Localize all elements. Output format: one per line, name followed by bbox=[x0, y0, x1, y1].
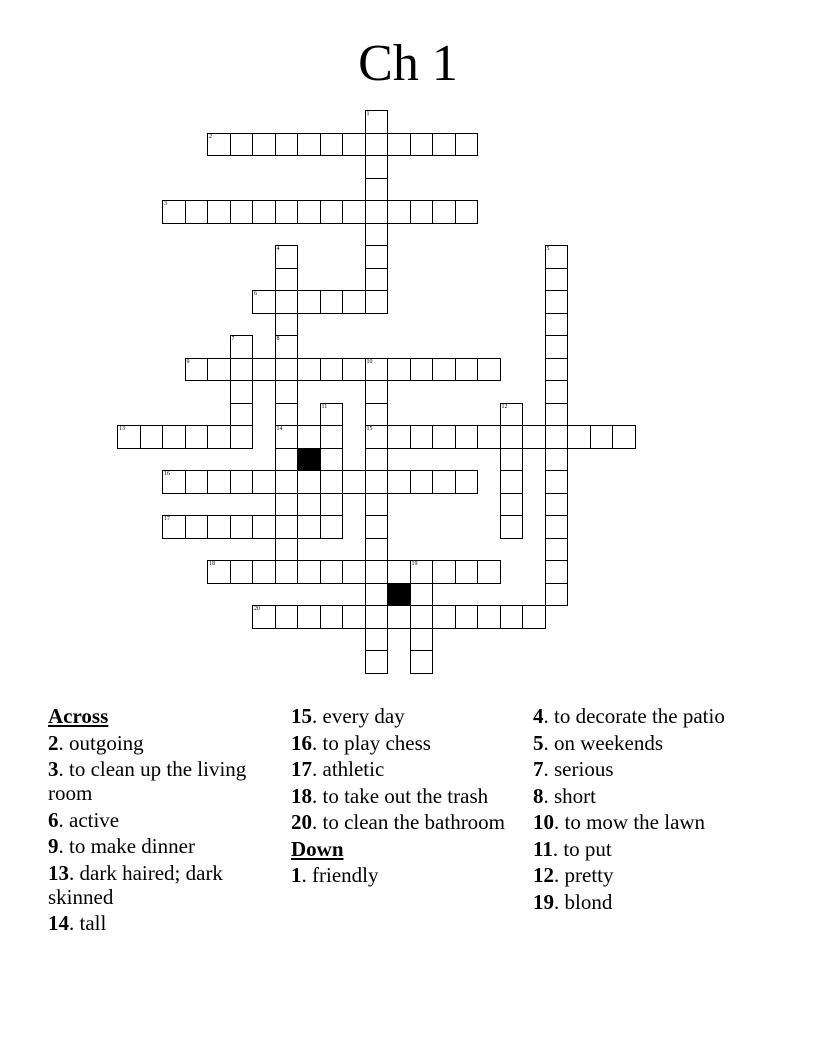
grid-cell[interactable] bbox=[275, 425, 299, 449]
grid-cell[interactable] bbox=[365, 605, 389, 629]
clues-column-1 bbox=[48, 704, 278, 938]
across-clue: 2. outgoing bbox=[48, 730, 144, 755]
grid-cell[interactable] bbox=[230, 200, 254, 224]
grid-cell[interactable] bbox=[545, 470, 569, 494]
clue-number: 17 bbox=[291, 757, 312, 781]
grid-cell[interactable] bbox=[320, 448, 344, 472]
clue-text: tall bbox=[79, 911, 107, 935]
black-cell bbox=[387, 583, 411, 607]
grid-cell[interactable] bbox=[365, 403, 389, 427]
grid-cell[interactable] bbox=[230, 403, 254, 427]
clue-number: 3 bbox=[48, 757, 59, 781]
grid-cell[interactable] bbox=[252, 133, 276, 157]
grid-cell[interactable] bbox=[432, 358, 456, 382]
down-clue: 10. to mow the lawn bbox=[533, 810, 706, 834]
grid-cell[interactable] bbox=[207, 515, 231, 539]
grid-cell[interactable] bbox=[117, 425, 141, 449]
grid-cell[interactable] bbox=[410, 425, 434, 449]
grid-cell[interactable] bbox=[230, 425, 254, 449]
grid-cell[interactable] bbox=[477, 560, 501, 584]
grid-cell[interactable] bbox=[365, 628, 389, 652]
grid-cell[interactable] bbox=[185, 358, 209, 382]
clue-number: 2 bbox=[48, 730, 59, 755]
grid-cell[interactable] bbox=[230, 470, 254, 494]
grid-cell[interactable] bbox=[275, 605, 299, 629]
clue-number: 15 bbox=[291, 704, 312, 728]
grid-cell[interactable] bbox=[455, 560, 479, 584]
grid-cell[interactable] bbox=[140, 425, 164, 449]
grid-cell[interactable] bbox=[342, 470, 366, 494]
grid-cell[interactable] bbox=[320, 493, 344, 517]
down-clue: 7. serious bbox=[533, 757, 614, 781]
cell-number: 11 bbox=[321, 403, 328, 410]
down-clue: 11. to put bbox=[533, 836, 612, 861]
grid-cell[interactable] bbox=[320, 133, 344, 157]
clue-number: 11 bbox=[533, 836, 553, 861]
grid-cell[interactable] bbox=[365, 223, 389, 247]
clue-text: to clean the bathroom bbox=[322, 810, 506, 834]
cell-number: 3 bbox=[164, 201, 167, 207]
clue-text: to make dinner bbox=[69, 834, 195, 858]
grid-cell[interactable] bbox=[432, 200, 456, 224]
grid-cell[interactable] bbox=[275, 133, 299, 157]
cell-number: 7 bbox=[231, 336, 235, 342]
grid-cell[interactable] bbox=[545, 313, 569, 337]
grid-cell[interactable] bbox=[365, 425, 389, 449]
grid-cell[interactable] bbox=[522, 605, 546, 629]
grid-cell[interactable] bbox=[365, 515, 389, 539]
grid-cell[interactable] bbox=[320, 560, 344, 584]
grid-cell[interactable] bbox=[252, 470, 276, 494]
grid-cell[interactable] bbox=[252, 515, 276, 539]
grid-cell[interactable] bbox=[432, 560, 456, 584]
grid-cell[interactable] bbox=[162, 200, 186, 224]
grid-cell[interactable] bbox=[410, 650, 434, 674]
grid-cell[interactable] bbox=[162, 470, 186, 494]
across-clue: 17. athletic bbox=[291, 757, 385, 781]
down-clue: 4. to decorate the patio bbox=[533, 704, 725, 728]
grid-cell[interactable] bbox=[365, 583, 389, 607]
grid-cell[interactable] bbox=[230, 133, 254, 157]
grid-cell[interactable] bbox=[275, 403, 299, 427]
grid-cell[interactable] bbox=[365, 133, 389, 157]
grid-cell[interactable] bbox=[387, 470, 411, 494]
grid-cell[interactable] bbox=[522, 425, 546, 449]
grid-cell[interactable] bbox=[275, 470, 299, 494]
cell-number: 5 bbox=[546, 246, 550, 252]
cell-number: 12 bbox=[501, 403, 508, 410]
across-clue: 13. dark haired; dark skinned bbox=[48, 860, 223, 909]
clue-number: 5 bbox=[533, 730, 544, 755]
grid-cell[interactable] bbox=[320, 290, 344, 314]
black-cell bbox=[297, 448, 321, 472]
grid-cell[interactable] bbox=[410, 605, 434, 629]
clue-number: 13 bbox=[48, 860, 69, 885]
grid-cell[interactable] bbox=[275, 538, 299, 562]
grid-cell[interactable] bbox=[432, 133, 456, 157]
clue-number: 1 bbox=[291, 863, 302, 887]
grid-cell[interactable] bbox=[275, 493, 299, 517]
grid-cell[interactable] bbox=[500, 493, 524, 517]
cell-number: 2 bbox=[209, 133, 212, 140]
grid-cell[interactable] bbox=[207, 200, 231, 224]
cell-number: 8 bbox=[276, 336, 280, 342]
grid-cell[interactable] bbox=[477, 605, 501, 629]
grid-cell[interactable] bbox=[252, 358, 276, 382]
grid-cell[interactable] bbox=[500, 470, 524, 494]
grid-cell[interactable] bbox=[365, 380, 389, 404]
cell-number: 17 bbox=[164, 516, 170, 522]
grid-cell[interactable] bbox=[455, 133, 479, 157]
clue-text: every day bbox=[322, 704, 405, 728]
grid-cell[interactable] bbox=[500, 515, 524, 539]
grid-cell[interactable] bbox=[387, 200, 411, 224]
grid-cell[interactable] bbox=[387, 560, 411, 584]
grid-cell[interactable] bbox=[320, 515, 344, 539]
grid-cell[interactable] bbox=[342, 200, 366, 224]
grid-cell[interactable] bbox=[275, 313, 299, 337]
down-clue: 12. pretty bbox=[533, 863, 614, 887]
grid-cell[interactable] bbox=[500, 605, 524, 629]
across-clue: 6. active bbox=[48, 807, 120, 832]
grid-cell[interactable] bbox=[185, 470, 209, 494]
grid-cell[interactable] bbox=[230, 560, 254, 584]
grid-cell[interactable] bbox=[320, 605, 344, 629]
clue-text: serious bbox=[554, 757, 614, 781]
grid-cell[interactable] bbox=[230, 380, 254, 404]
grid-cell[interactable] bbox=[207, 358, 231, 382]
grid-cell[interactable] bbox=[545, 493, 569, 517]
grid-cell[interactable] bbox=[387, 605, 411, 629]
grid-cell[interactable] bbox=[410, 583, 434, 607]
grid-cell[interactable] bbox=[455, 470, 479, 494]
grid-cell[interactable] bbox=[455, 605, 479, 629]
grid-cell[interactable] bbox=[342, 605, 366, 629]
grid-cell[interactable] bbox=[230, 515, 254, 539]
grid-cell[interactable] bbox=[545, 358, 569, 382]
grid-cell[interactable] bbox=[365, 470, 389, 494]
cell-number: 9 bbox=[186, 358, 190, 365]
grid-cell[interactable] bbox=[275, 335, 299, 359]
grid-cell[interactable] bbox=[567, 425, 591, 449]
grid-cell[interactable] bbox=[297, 515, 321, 539]
grid-cell[interactable] bbox=[365, 538, 389, 562]
grid-cell[interactable] bbox=[275, 245, 299, 269]
grid-cell[interactable] bbox=[545, 448, 569, 472]
grid-cell[interactable] bbox=[545, 380, 569, 404]
clue-number: 19 bbox=[533, 889, 554, 914]
grid-cell[interactable] bbox=[275, 515, 299, 539]
grid-cell[interactable] bbox=[365, 493, 389, 517]
grid-cell[interactable] bbox=[162, 515, 186, 539]
down-clue: 19. blond bbox=[533, 889, 613, 914]
grid-cell[interactable] bbox=[590, 425, 614, 449]
grid-cell[interactable] bbox=[320, 470, 344, 494]
grid-cell[interactable] bbox=[545, 425, 569, 449]
grid-cell[interactable] bbox=[297, 425, 321, 449]
grid-cell[interactable] bbox=[455, 358, 479, 382]
grid-cell[interactable] bbox=[297, 470, 321, 494]
grid-cell[interactable] bbox=[320, 403, 344, 427]
grid-cell[interactable] bbox=[500, 448, 524, 472]
clue-number: 8 bbox=[533, 783, 544, 808]
clue-number: 7 bbox=[533, 757, 544, 781]
grid-cell[interactable] bbox=[297, 290, 321, 314]
grid-cell[interactable] bbox=[545, 268, 569, 292]
grid-cell[interactable] bbox=[365, 448, 389, 472]
grid-cell[interactable] bbox=[545, 515, 569, 539]
grid-cell[interactable] bbox=[432, 425, 456, 449]
clue-number: 10 bbox=[533, 810, 554, 834]
grid-cell[interactable] bbox=[297, 200, 321, 224]
clue-number: 14 bbox=[48, 911, 69, 935]
grid-cell[interactable] bbox=[365, 245, 389, 269]
grid-cell[interactable] bbox=[297, 605, 321, 629]
grid-cell[interactable] bbox=[275, 448, 299, 472]
grid-cell[interactable] bbox=[410, 628, 434, 652]
grid-cell[interactable] bbox=[365, 358, 389, 382]
grid-cell[interactable] bbox=[230, 358, 254, 382]
clue-number: 4 bbox=[533, 704, 544, 728]
clue-number: 6 bbox=[48, 807, 59, 832]
across-clue: 16. to play chess bbox=[291, 730, 431, 755]
grid-cell[interactable] bbox=[275, 358, 299, 382]
cell-number: 15 bbox=[366, 426, 373, 432]
down-heading: Down bbox=[291, 836, 344, 861]
cell-number: 4 bbox=[276, 246, 280, 252]
grid-cell[interactable] bbox=[275, 560, 299, 584]
clue-text: pretty bbox=[564, 863, 614, 887]
grid-cell[interactable] bbox=[342, 290, 366, 314]
clue-text: outgoing bbox=[69, 730, 144, 755]
grid-cell[interactable] bbox=[365, 650, 389, 674]
grid-cell[interactable] bbox=[410, 560, 434, 584]
grid-cell[interactable] bbox=[365, 200, 389, 224]
grid-cell[interactable] bbox=[545, 403, 569, 427]
grid-cell[interactable] bbox=[410, 470, 434, 494]
grid-cell[interactable] bbox=[297, 358, 321, 382]
grid-cell[interactable] bbox=[275, 268, 299, 292]
grid-cell[interactable] bbox=[207, 425, 231, 449]
clue-text: to take out the trash bbox=[322, 783, 489, 808]
clue-text: short bbox=[554, 783, 596, 808]
clue-text: blond bbox=[564, 889, 613, 914]
grid-cell[interactable] bbox=[342, 133, 366, 157]
cell-number: 6 bbox=[254, 291, 257, 297]
grid-cell[interactable] bbox=[545, 335, 569, 359]
cell-number: 13 bbox=[119, 426, 125, 432]
grid-cell[interactable] bbox=[432, 470, 456, 494]
grid-cell[interactable] bbox=[500, 425, 524, 449]
cell-number: 16 bbox=[164, 471, 170, 477]
across-clue: 3. to clean up the living room bbox=[48, 757, 247, 805]
clue-number: 16 bbox=[291, 730, 312, 755]
clue-text: to mow the lawn bbox=[564, 810, 706, 834]
grid-cell[interactable] bbox=[387, 133, 411, 157]
grid-cell[interactable] bbox=[365, 290, 389, 314]
grid-cell[interactable] bbox=[545, 538, 569, 562]
grid-cell[interactable] bbox=[252, 560, 276, 584]
grid-cell[interactable] bbox=[275, 200, 299, 224]
cell-number: 1 bbox=[366, 111, 370, 117]
clues-column-3 bbox=[533, 704, 763, 916]
grid-cell[interactable] bbox=[252, 200, 276, 224]
grid-cell[interactable] bbox=[410, 358, 434, 382]
cell-number: 10 bbox=[366, 358, 373, 365]
grid-cell[interactable] bbox=[455, 200, 479, 224]
grid-cell[interactable] bbox=[297, 560, 321, 584]
grid-cell[interactable] bbox=[387, 425, 411, 449]
grid-cell[interactable] bbox=[297, 133, 321, 157]
grid-cell[interactable] bbox=[410, 200, 434, 224]
grid-cell[interactable] bbox=[545, 583, 569, 607]
clue-text: to play chess bbox=[322, 730, 431, 755]
grid-cell[interactable] bbox=[185, 425, 209, 449]
grid-cell[interactable] bbox=[275, 380, 299, 404]
grid-cell[interactable] bbox=[387, 358, 411, 382]
grid-cell[interactable] bbox=[230, 335, 254, 359]
grid-cell[interactable] bbox=[207, 133, 231, 157]
clue-number: 20 bbox=[291, 810, 312, 834]
cell-number: 14 bbox=[276, 426, 283, 432]
clue-text: to clean up the living room bbox=[48, 757, 247, 805]
across-clue: 9. to make dinner bbox=[48, 834, 195, 858]
grid-cell[interactable] bbox=[612, 425, 636, 449]
grid-cell[interactable] bbox=[252, 290, 276, 314]
grid-cell[interactable] bbox=[545, 245, 569, 269]
grid-cell[interactable] bbox=[342, 560, 366, 584]
clue-text: dark haired; dark skinned bbox=[48, 860, 223, 909]
down-clue: 8. short bbox=[533, 783, 596, 808]
grid-cell[interactable] bbox=[365, 178, 389, 202]
grid-cell[interactable] bbox=[185, 200, 209, 224]
across-clue: 15. every day bbox=[291, 704, 405, 728]
grid-cell[interactable] bbox=[477, 358, 501, 382]
grid-cell[interactable] bbox=[365, 560, 389, 584]
cell-number: 18 bbox=[209, 561, 215, 567]
grid-cell[interactable] bbox=[500, 403, 524, 427]
across-clue: 18. to take out the trash bbox=[291, 783, 489, 808]
grid-cell[interactable] bbox=[342, 358, 366, 382]
grid-cell[interactable] bbox=[365, 268, 389, 292]
grid-cell[interactable] bbox=[207, 560, 231, 584]
grid-cell[interactable] bbox=[545, 290, 569, 314]
cell-number: 20 bbox=[254, 606, 260, 612]
across-clue: 14. tall bbox=[48, 911, 107, 935]
grid-cell[interactable] bbox=[162, 425, 186, 449]
clues-column-2 bbox=[291, 704, 521, 890]
clue-text: athletic bbox=[322, 757, 385, 781]
grid-cell[interactable] bbox=[365, 110, 389, 134]
grid-cell[interactable] bbox=[365, 155, 389, 179]
grid-cell[interactable] bbox=[545, 560, 569, 584]
puzzle-title: Ch 1 bbox=[358, 35, 458, 92]
clue-text: to put bbox=[563, 836, 612, 861]
clue-number: 12 bbox=[533, 863, 554, 887]
clue-number: 18 bbox=[291, 783, 312, 808]
grid-cell[interactable] bbox=[320, 425, 344, 449]
clue-text: friendly bbox=[312, 863, 379, 887]
clue-text: to decorate the patio bbox=[554, 704, 725, 728]
grid-cell[interactable] bbox=[207, 470, 231, 494]
cell-number: 19 bbox=[411, 561, 418, 567]
down-clue: 1. friendly bbox=[291, 863, 379, 887]
clue-text: active bbox=[69, 807, 120, 832]
grid-cell[interactable] bbox=[477, 425, 501, 449]
across-clue: 20. to clean the bathroom bbox=[291, 810, 506, 834]
down-clue: 5. on weekends bbox=[533, 730, 664, 755]
clue-number: 9 bbox=[48, 834, 59, 858]
grid-cell[interactable] bbox=[275, 290, 299, 314]
grid-cell[interactable] bbox=[410, 133, 434, 157]
grid-cell[interactable] bbox=[320, 200, 344, 224]
clue-text: on weekends bbox=[554, 730, 664, 755]
grid-cell[interactable] bbox=[320, 358, 344, 382]
grid-cell[interactable] bbox=[185, 515, 209, 539]
grid-cell[interactable] bbox=[455, 425, 479, 449]
grid-cell[interactable] bbox=[252, 605, 276, 629]
across-heading: Across bbox=[48, 704, 109, 728]
grid-cell[interactable] bbox=[432, 605, 456, 629]
